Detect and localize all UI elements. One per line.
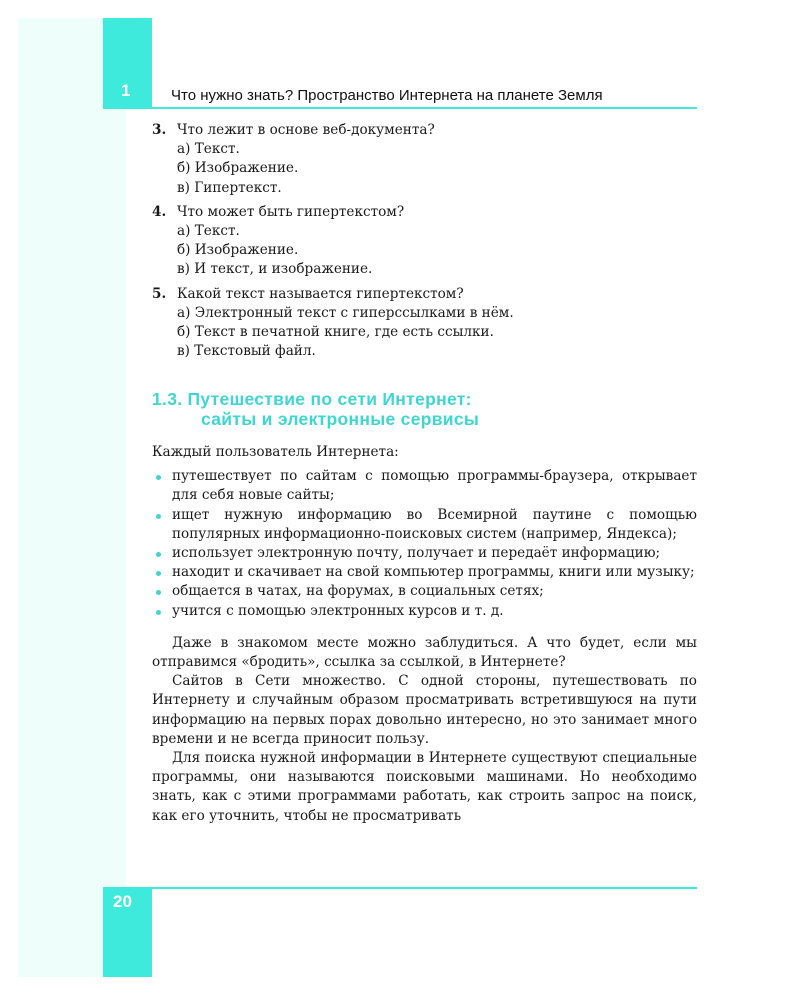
list-item: общается в чатах, на форумах, в социальных сетях; [172, 582, 697, 601]
option: б) Текст в печатной книге, где есть ссылки. [177, 324, 494, 341]
option: в) Гипертекст. [177, 179, 282, 196]
list-item: ищет нужную информацию во Всемирной паутине с помощью популярных информационно-поисковых систем (например, Яндекса); [172, 506, 697, 544]
footer-rule [103, 887, 697, 889]
list-item: находит и скачивает на свой компьютер программы, книги или музыку; [172, 563, 697, 582]
chapter-tab [103, 18, 152, 109]
question-text: Что может быть гипертекстом? [177, 203, 405, 220]
page-number-tab [103, 888, 152, 977]
option: а) Текст. [177, 223, 240, 240]
paragraph: Даже в знакомом месте можно заблудиться. А что будет, если мы отправимся «бродить», ссылка за ссылкой, в Интернете? [152, 634, 697, 671]
paragraph: Для поиска нужной информации в Интернете существуют специальные программы, они называются поисковыми машинами. Но необходимо знать, как с этими программами работать, как строить запрос на поиск, как его уточнить, чтобы не просматривать [152, 750, 697, 824]
question-text: Что лежит в основе веб-документа? [177, 122, 435, 138]
option: б) Изображение. [177, 242, 299, 259]
option: в) Текстовый файл. [177, 343, 316, 360]
question-number: 4. [152, 203, 167, 220]
paragraph: Сайтов в Сети множество. С одной стороны, путешествовать по Интернету и случайным образом просматривать встретившуюся на пути информацию на первых порах довольно интересно, но это занимает много времени и не всегда приносит пользу. [152, 673, 697, 747]
option: в) И текст, и изображение. [177, 261, 373, 278]
question-number: 3. [152, 122, 167, 138]
body-text [152, 443, 697, 826]
section-heading [152, 390, 479, 429]
option: а) Электронный текст с гиперссылками в нём. [177, 304, 514, 321]
bullet-list [152, 467, 697, 621]
section-title-line1: 1.3. Путешествие по сети Интернет: [152, 389, 472, 409]
margin-panel [18, 18, 126, 977]
page-number: 20 [113, 892, 132, 911]
question-3 [152, 121, 697, 198]
question-number: 5. [152, 285, 167, 302]
question-4 [152, 203, 697, 280]
intro-text: Каждый пользователь Интернета: [152, 444, 399, 460]
section-title-line2: сайты и электронные сервисы [201, 408, 480, 429]
questions [152, 121, 697, 366]
option: б) Изображение. [177, 160, 299, 177]
chapter-number: 1 [121, 81, 131, 100]
option: а) Текст. [177, 141, 240, 158]
header-rule [103, 107, 697, 109]
running-title: Что нужно знать? Пространство Интернета на планете Земля [171, 87, 603, 104]
question-text: Какой текст называется гипертекстом? [177, 285, 464, 302]
list-item: путешествует по сайтам с помощью программы-браузера, открывает для себя новые сайты; [172, 467, 697, 505]
list-item: учится с помощью электронных курсов и т. д. [172, 602, 697, 621]
question-5 [152, 285, 697, 362]
list-item: использует электронную почту, получает и передаёт информацию; [172, 544, 697, 563]
